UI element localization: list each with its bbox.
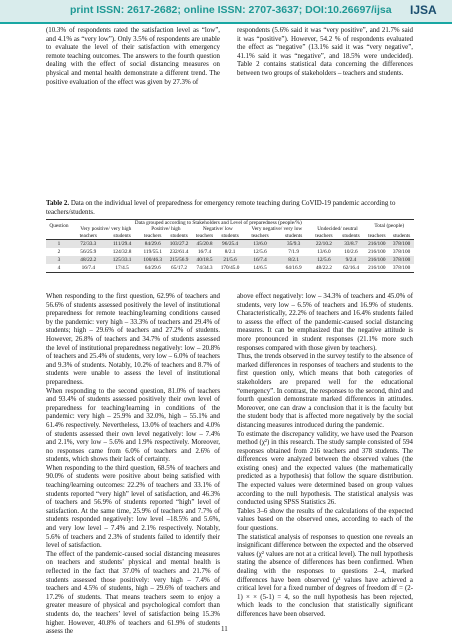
table-cell: 170/45.0: [217, 264, 243, 272]
table-cell: 16/7.4: [197, 248, 212, 255]
table-cell: 56/25.9: [80, 248, 97, 255]
bottom-right-column: [237, 293, 413, 620]
paragraph: Thus, the trends observed in the survey testify to the absence of marked differences in responses of teachers and students to the first question only, which means that both categories of stakeholders are prepared well for the educational “emergency”. In contrast, the responses to the second, third and fourth question demonstrate marked differences in attitudes. Moreover, one can draw a conclusion that it is the faculty but the student body that is affected more negatively by the social distancing measures introduced during the pandemic.: [237, 353, 413, 429]
table-cell: 232/61.4: [169, 248, 189, 255]
table-caption-text: Data on the individual level of preparedness for emergency remote teaching during CoVID-19 pandemic according to teachers/students.: [46, 200, 396, 216]
table-cell: 3: [46, 256, 72, 264]
journal-header: [0, 0, 452, 24]
table-row: [46, 264, 414, 272]
table-cell: 111/29.4: [105, 240, 140, 248]
table-header-category: Very positive/ very high: [80, 226, 132, 233]
table-subheader: teachers: [310, 233, 337, 240]
table-row: [46, 256, 414, 264]
bottom-left-column: [46, 293, 220, 637]
table-cell: 74/34.3: [192, 264, 217, 272]
table-cell: 84/29.6: [140, 240, 166, 248]
table-cell: 96/25.4: [217, 240, 243, 248]
paragraph: To estimate the discrepancy validity, we have used the Pearson method (χ²) in this research. The study sample consisted of 594 responses obtained from 216 teachers and 378 students. The differences were analyzed between the observed values (the existing ones) and the expected values (the mathematically predicted as a hypothesis) that follow the square distribution. The expected values were determined based on group values according to the null hypothesis. The statistical analysis was conducted using SPSS Statistics 26.: [237, 430, 413, 507]
paragraph: (10.3% of respondents rated the satisfaction level as “low”, and 4.1% as “very low”). Only 3.5% of respondents are unable to evaluate the level of their satisfaction with emergency remote teaching outcomes. The answers to the fourth question dealing with the effect of social distancing measures on physical and mental health demonstrate a different trend. The positive evaluation of the effect was given by 27.3% of: [46, 27, 220, 86]
table-cell: 216/100: [365, 256, 390, 264]
table-cell: 45/20.8: [192, 240, 217, 248]
table-cell: 4: [46, 264, 72, 272]
table-subheader: students: [217, 233, 243, 240]
table-header-category: Undecided/ neutral: [317, 226, 358, 233]
top-right-column: [237, 27, 413, 79]
table-cell: 17/4.5: [105, 264, 140, 272]
table-cell: 33/8.7: [337, 240, 364, 248]
table-cell: 100/46.3: [140, 256, 166, 264]
table-cell: 13/6.0: [243, 240, 277, 248]
table-cell: 64/29.6: [140, 264, 166, 272]
paragraph: respondents (5.6% said it was “very positive”, and 21.7% said it was “positive”). However, 54.2 % of respondents evaluated the effect as “negative” (13.1% said it was “very negative”, 41.1% said it was “negative”, and 18.5% were undecided). Table 2 contains statistical data concerning the differences between two groups of stakeholders – teachers and students.: [237, 27, 413, 77]
table-cell: 48/22.2: [72, 256, 105, 264]
table-subheader: teachers: [72, 233, 105, 240]
table-group-heading: Data grouped according to Stakeholders and Level of preparedness (people/%): [72, 220, 365, 227]
table-cell: 103/27.2: [166, 240, 192, 248]
table-cell: 9/2.4: [337, 256, 364, 264]
table-header-category: Very negative/ very low: [251, 226, 303, 233]
table-cell: 378/100: [389, 256, 414, 264]
table-cell: 124/32.8: [112, 248, 132, 255]
table-subheader: teachers: [243, 233, 277, 240]
table-cell: 119/55.1: [143, 248, 162, 255]
table-cell: 65/17.2: [166, 264, 192, 272]
paragraph: The effect of the pandemic-caused social distancing measures on teachers and students’ physical and mental health is reflected in the fact that 37.0% of teachers and 21.7% of students assessed those positively: very high – 7.4% of teachers and 4.5% of students, high – 29.6% of teachers and 17.2% of students. That means teachers seem to enjoy a greater measure of physical and psychological comfort than students do, the teachers’ level of satisfaction being 15.3% higher. However, 40.8% of teachers and 61.9% of students assess the: [46, 550, 220, 636]
table-row: [46, 248, 414, 256]
table-cell: 216/100: [368, 248, 386, 255]
journal-logo: IJSA: [410, 3, 437, 17]
paragraph: When responding to the first question, 62.9% of teachers and 56.6% of students assessed positively the level of institutional preparedness for remote teaching/learning conditions caused by the pandemic: very high – 33.3% of teachers and 29.4% of students; high – 29.6% of teachers and 27.2% of students. However, 26.8% of teachers and 34.7% of students assessed the level of institutional preparedness negatively: low – 20.8% of teachers and 25.4% of students, very low – 6.0% of teachers and 9.3% of students. Notably, 10.2% of teachers and 8.7% of students were unable to assess the level of institutional preparedness.: [46, 293, 220, 386]
table-cell: 13/6.0: [317, 248, 331, 255]
table-subheader: students: [389, 233, 414, 240]
table-cell: 125/33.1: [105, 256, 140, 264]
preparedness-table: [46, 219, 414, 273]
table-cell: 35/9.3: [277, 240, 311, 248]
table-cell: 378/100: [389, 240, 414, 248]
table-subheader: teachers: [192, 233, 217, 240]
table-cell: 216/100: [365, 264, 390, 272]
table-cell: 64/16.9: [277, 264, 311, 272]
table-cell: 8/2.1: [277, 256, 311, 264]
table-header-category: Positive/ high: [151, 226, 181, 233]
table-cell: 2: [57, 248, 61, 255]
table-cell: 216/100: [365, 240, 390, 248]
page-number: 11: [221, 625, 228, 633]
table-caption: [46, 200, 414, 217]
table-cell: 16/7.4: [243, 256, 277, 264]
table-subheader: students: [105, 233, 140, 240]
table-cell: 72/33.3: [72, 240, 105, 248]
table-cell: 378/100: [392, 248, 411, 255]
table-cell: 22/10.2: [310, 240, 337, 248]
table-cell: 40/18.5: [192, 256, 217, 264]
table-cell: 7/1.9: [288, 248, 299, 255]
table-cell: 12/5.6: [310, 256, 337, 264]
table-header-category: Negative/ low: [202, 226, 233, 233]
table-cell: 48/22.2: [310, 264, 337, 272]
table-subheader: teachers: [140, 233, 166, 240]
table-cell: 21/5.6: [217, 256, 243, 264]
table-row: [46, 240, 414, 248]
table-cell: 1: [46, 240, 72, 248]
issn-line: print ISSN: 2617-2682; online ISSN: 2707-3637; DOI:10.26697/ijsa: [70, 4, 392, 16]
table-cell: 215/56.9: [166, 256, 192, 264]
table-cell: 12/5.6: [253, 248, 267, 255]
paragraph: above effect negatively: low – 34.3% of teachers and 45.0% of students, very low – 6.5% of teachers and 16.9% of students. Characteristically, 22.2% of teachers and 16.4% students failed to assess the effect of the pandemic-caused social distancing measures. It can be emphasized that the negative attitude is more pronounced in student responses (21.1% more such responses compared with those given by teachers).: [237, 293, 413, 352]
table-cell: 10/2.6: [344, 248, 358, 255]
table-subheader: students: [166, 233, 192, 240]
table-cell: 62/16.4: [337, 264, 364, 272]
table-subheader: teachers: [365, 233, 390, 240]
paragraph: Tables 3–6 show the results of the calculations of the expected values based on the observed ones, according to each of the four questions.: [237, 507, 413, 533]
paragraph: When responding to the second question, 81.0% of teachers and 93.4% of students assessed positively their own level of preparedness for teaching/learning in conditions of the pandemic: very high – 25.9% and 32.0%, high – 55.1% and 61.4% respectively. Nevertheless, 13.0% of teachers and 4.0% of students assessed their own level negatively: low – 7.4% and 2.1%, very low – 5.6% and 1.9% respectively. Moreover, no responses came from 6.0% of teachers and 2.6% of students, which shows their lack of certainty.: [46, 387, 220, 464]
table-cell: 378/100: [389, 264, 414, 272]
table-cell: 16/7.4: [72, 264, 105, 272]
table-header-total: Total (people): [365, 220, 415, 233]
table-subheader: students: [337, 233, 364, 240]
table-caption-label: Table 2.: [46, 200, 70, 207]
table-cell: 14/6.5: [243, 264, 277, 272]
table-header-question: Question: [46, 220, 72, 233]
table-subheader: students: [277, 233, 311, 240]
top-left-column: [46, 27, 220, 87]
paragraph: The statistical analysis of responses to question one reveals an insignificant difference between the expected and the observed values (χ² values are not at a critical level). The null hypothesis stating the absence of differences has been confirmed. When dealing with the responses to questions 2–4, marked differences have been observed (χ² values have achieved a critical level for a fixed number of degrees of freedom df = (2-1) × × (5-1) = 4, so the null hypothesis has been rejected, which leads to the conclusion that statistically significant differences have been observed.: [237, 533, 413, 618]
paragraph: When responding to the third question, 68.5% of teachers and 90.0% of students were positive about being satisfied with teaching/learning outcomes: 22.2% of teachers and 33.1% of students reported “very high” level of satisfaction, and 46.3% of teachers and 56.9% of students reported “high” level of satisfaction. At the same time, 25.9% of teachers and 7.7% of students responded negatively: low level –18.5% and 5.6%, and very low level – 7.4% and 2.1% respectively. Notably, 5.6% of teachers and 2.3% of students failed to identify their level of satisfaction.: [46, 464, 220, 550]
table-cell: 8/2.1: [224, 248, 236, 255]
